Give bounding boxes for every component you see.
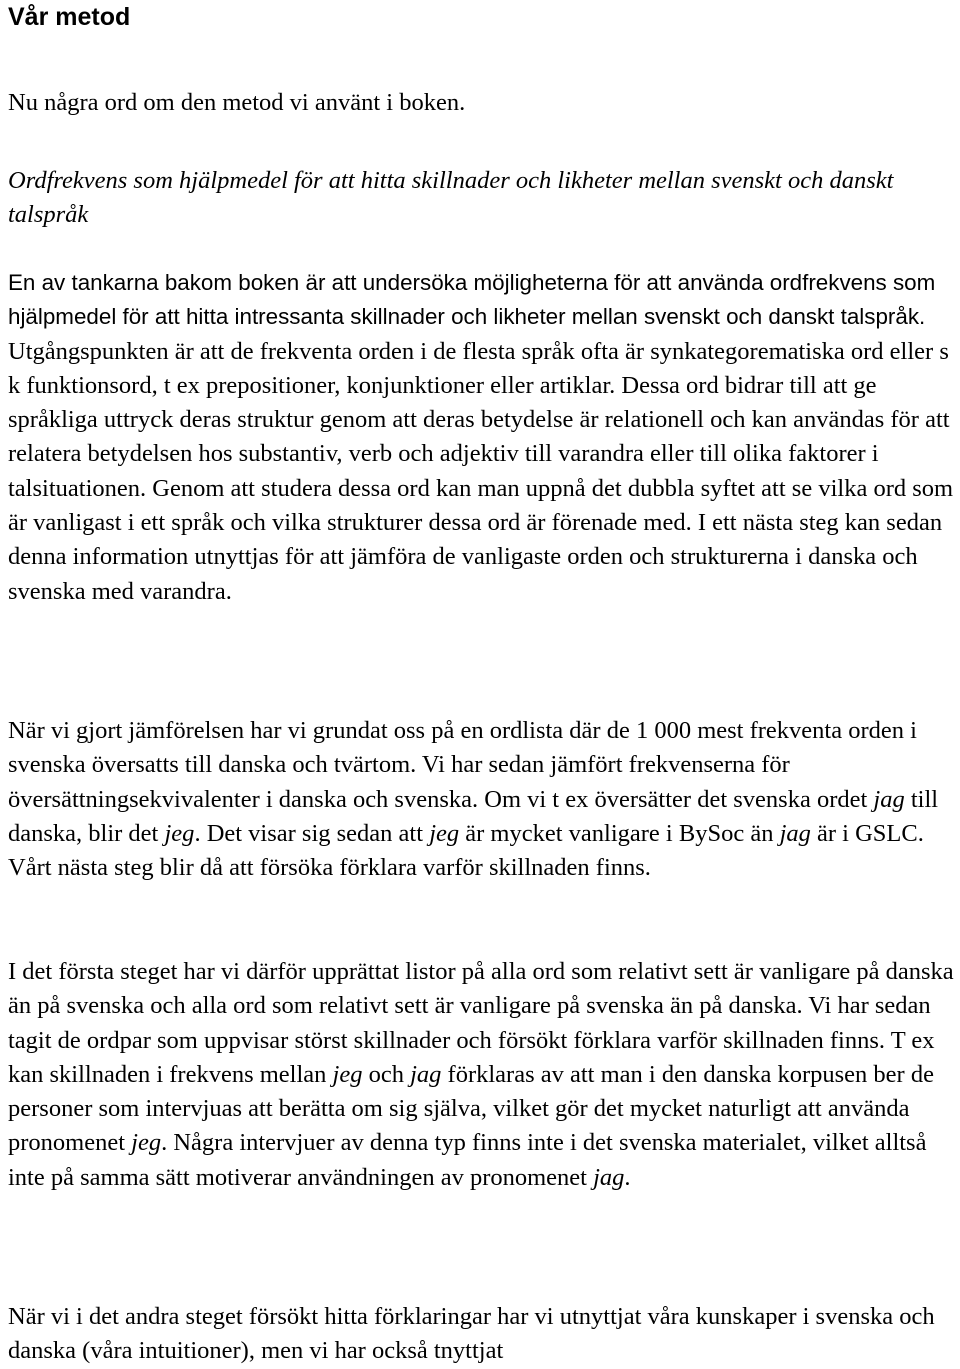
text-run: . bbox=[624, 1163, 631, 1191]
paragraph-1 bbox=[8, 266, 954, 609]
italic-word: jeg bbox=[429, 819, 460, 847]
paragraph-4: När vi i det andra steget försökt hitta förklaringar har vi utnyttjat våra kunskaper i svenska och danska (våra intuitioner), men vi har också tnyttjat bbox=[8, 1303, 935, 1365]
text-run: När vi gjort jämförelsen har vi grundat oss på en ordlista där de 1 000 mest frekventa orden i svenska översatts till danska och tvärtom. Vi har sedan jämfört frekvenserna för översättningsekvivalenter i danska och svenska. Om vi t ex översätter det svenska ordet bbox=[8, 717, 917, 813]
paragraph-1-text: Utgångspunkten är att de frekventa orden i de flesta språk ofta är synkategorematiska ord eller s k funktionsord, t ex prepositioner, konjunktioner eller artiklar. bbox=[8, 337, 949, 399]
text-run: I det första steget har vi därför upprättat listor på alla ord som relativt sett är vanligare på danska än på svenska och alla ord som relativt sett är vanligare på svenska än på danska. Vi har sedan tagit de ordpar som uppvisar störst skillnader och försökt förklara varför skillnaden finns. T ex kan skillnaden i frekvens mellan bbox=[8, 958, 954, 1088]
text-run: . Några intervjuer av denna typ finns inte i det svenska materialet, vilket alltså inte på samma sätt motiverar användningen av pronomenet bbox=[8, 1129, 927, 1191]
text-run: förklaras av att man i den danska korpusen ber de personer som intervjuas att berätta om sig själva, vilket gör det mycket naturligt att använda pronomenet bbox=[8, 1060, 934, 1157]
text-run: och bbox=[362, 1060, 411, 1088]
text-run: är mycket vanligare i BySoc än bbox=[459, 819, 780, 847]
italic-word: jeg bbox=[131, 1129, 162, 1157]
paragraph-1-rest: Dessa ord bidrar till att ge språkliga uttryck deras struktur genom att deras betydelse är relationell och kan användas för att relatera betydelsen hos substantiv, verb och adjektiv till varandra eller till olika faktorer i talsituationen. Genom att studera dessa ord kan man uppnå det dubbla syftet att se vilka ord som är vanligast i ett språk och vilka strukturer dessa ord är förenade med. I ett nästa steg kan sedan denna information utnyttjas för att jämföra de vanligaste orden och strukturerna i danska och svenska med varandra. bbox=[8, 371, 954, 605]
page-title: Vår metod bbox=[8, 3, 131, 31]
intro-paragraph: Nu några ord om den metod vi använt i boken. bbox=[8, 89, 466, 116]
text-run: till danska, blir det bbox=[8, 785, 939, 847]
italic-word: jeg bbox=[164, 819, 195, 847]
section-subheading: Ordfrekvens som hjälpmedel för att hitta skillnader och likheter mellan svenskt och danskt talspråk bbox=[8, 167, 894, 229]
italic-word: jag bbox=[410, 1060, 442, 1088]
italic-word: jeg bbox=[332, 1060, 363, 1088]
italic-word: jag bbox=[779, 819, 811, 847]
italic-word: jag bbox=[873, 785, 905, 813]
text-run: är i GSLC. Vårt nästa steg blir då att försöka förklara varför skillnaden finns. bbox=[8, 819, 924, 882]
text-run: . Det visar sig sedan att bbox=[194, 819, 430, 847]
paragraph-3 bbox=[8, 955, 954, 1195]
paragraph-1-sans-text: En av tankarna bakom boken är att undersöka möjligheterna för att använda ordfrekvens som hjälpmedel för att hitta intressanta skillnader och likheter mellan svenskt och danskt talspråk. bbox=[8, 270, 936, 330]
italic-word: jag bbox=[593, 1163, 625, 1191]
paragraph-2 bbox=[8, 714, 954, 885]
